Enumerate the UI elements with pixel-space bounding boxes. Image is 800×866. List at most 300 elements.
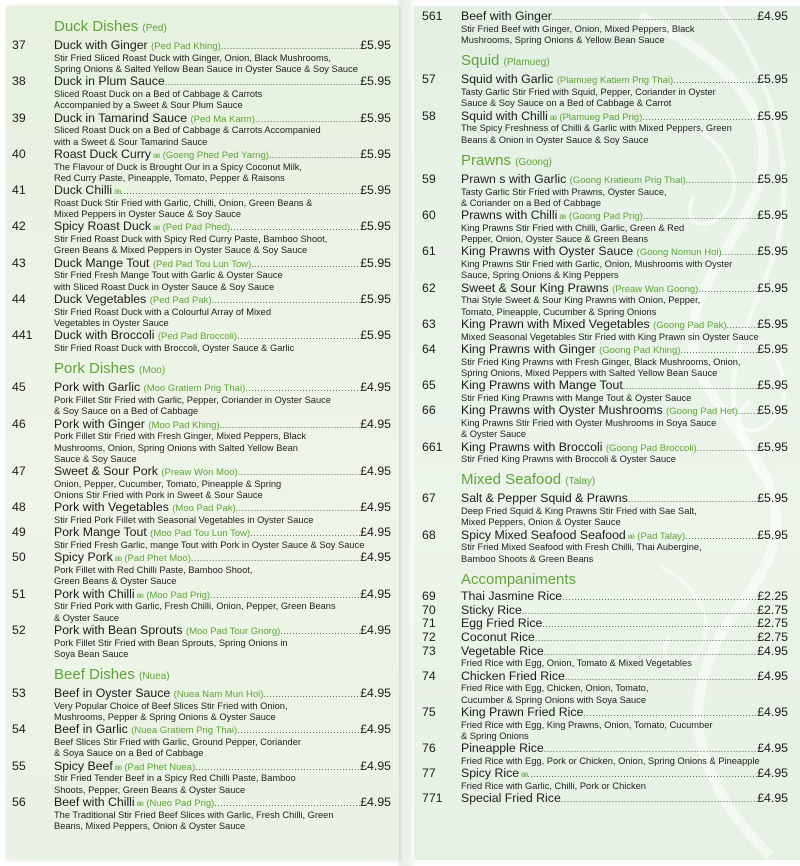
item-name: Pork with Chilli bbox=[54, 586, 135, 601]
right-menu-panel bbox=[414, 6, 800, 860]
item-description bbox=[414, 123, 800, 146]
dot-leader bbox=[686, 174, 758, 188]
description-line: Pork Fillet Stir Fried with Fresh Ginger, Mixed Peppers, Black bbox=[54, 431, 307, 442]
dot-leader bbox=[544, 743, 758, 757]
item-number: 441 bbox=[12, 328, 33, 343]
item-number: 66 bbox=[422, 403, 436, 418]
item-name: Prawns with Chilli bbox=[461, 208, 558, 223]
item-thai-name: (Goong Pad Pak) bbox=[653, 319, 727, 331]
menu-item-line bbox=[6, 526, 399, 540]
item-description bbox=[6, 737, 399, 760]
item-name: Duck with Broccoli bbox=[54, 328, 155, 343]
section-heading bbox=[414, 471, 800, 490]
description-line: The Traditional Stir Fried Beef Slices with Garlic, Fresh Chilli, Green bbox=[54, 809, 334, 820]
menu-item-line bbox=[414, 173, 800, 187]
dot-leader bbox=[527, 768, 757, 782]
description-line: Roast Duck Stir Fried with Garlic, Chilli, Onion, Green Beans & bbox=[54, 197, 313, 208]
description-line: Stir Fried Tender Beef in a Spicy Red Chilli Paste, Bamboo bbox=[54, 773, 296, 784]
description-line: Stir Fried Roast Duck with Broccoli, Oyster Sauce & Garlic bbox=[54, 342, 295, 353]
description-line: Bamboo Shoots & Green Beans bbox=[461, 553, 594, 564]
chili-icon: ʚʚ bbox=[136, 799, 143, 809]
menu-item-line bbox=[6, 760, 399, 774]
dot-leader bbox=[269, 149, 360, 163]
menu-item-line bbox=[6, 220, 399, 234]
menu-item bbox=[414, 441, 800, 466]
description-line: Spring Onions, Mixed Peppers with Salted Yellow Bean Sauce bbox=[461, 367, 718, 378]
item-price: £5.95 bbox=[360, 291, 391, 306]
description-line: Stir Fried King Prawns with Broccoli & Oyster Sauce bbox=[461, 454, 676, 465]
dot-leader bbox=[673, 74, 757, 88]
dot-leader bbox=[623, 380, 757, 394]
item-number: 58 bbox=[422, 108, 436, 123]
item-name: King Prawns with Ginger bbox=[461, 341, 596, 356]
section-thai-name: (Nuea) bbox=[139, 671, 170, 683]
item-name: Duck Vegetables bbox=[54, 291, 147, 306]
menu-item bbox=[6, 588, 399, 624]
description-line: King Prawns Stir Fried with Oyster Mushrooms in Soya Sauce bbox=[461, 417, 717, 428]
menu-item-line bbox=[6, 501, 399, 515]
item-price: £5.95 bbox=[757, 72, 788, 87]
section-heading bbox=[6, 360, 399, 379]
item-name: Pork Mange Tout bbox=[54, 525, 147, 540]
item-price: £4.95 bbox=[757, 791, 788, 806]
item-number: 72 bbox=[422, 630, 436, 645]
dot-leader bbox=[522, 605, 757, 619]
description-line: Onion, Pepper, Cucumber, Tomato, Pineapple & Spring bbox=[54, 478, 282, 489]
item-number: 37 bbox=[12, 38, 26, 52]
item-description bbox=[6, 431, 399, 465]
chili-icon: ʚʚ bbox=[136, 590, 143, 600]
item-thai-name: (Moo Pad Tou Lun Tow) bbox=[150, 528, 251, 540]
section-thai-name: (Plamueg) bbox=[503, 57, 550, 69]
item-thai-name: (Pad Phet Nuea) bbox=[124, 761, 196, 773]
item-name: Coconut Rice bbox=[461, 630, 535, 645]
item-price: £4.95 bbox=[360, 586, 391, 601]
item-number: 46 bbox=[12, 416, 26, 431]
description-line: Beef Slices Stir Fried with Garlic, Ground Pepper, Coriander bbox=[54, 737, 301, 748]
dot-leader bbox=[562, 591, 757, 605]
menu-item-line bbox=[414, 631, 800, 645]
dot-leader bbox=[212, 294, 361, 308]
chili-icon: ʚʚ bbox=[114, 187, 121, 197]
item-price: £5.95 bbox=[757, 208, 788, 223]
menu-item-line bbox=[6, 588, 399, 602]
dot-leader bbox=[561, 793, 757, 807]
item-description bbox=[6, 601, 399, 624]
menu-item bbox=[414, 10, 800, 46]
menu-item bbox=[6, 39, 399, 75]
section-title: Prawns bbox=[461, 151, 512, 169]
item-thai-name: (Moo Pad Tour Gnorg) bbox=[185, 625, 281, 637]
description-line: Mixed Peppers in Oyster Sauce & Soy Sauce bbox=[54, 209, 242, 220]
item-name: King Prawns with Oyster Sauce bbox=[461, 244, 634, 259]
menu-item-line bbox=[414, 742, 800, 756]
item-number: 65 bbox=[422, 378, 436, 393]
dot-leader bbox=[230, 221, 360, 235]
item-name: Sticky Rice bbox=[461, 602, 522, 617]
item-description bbox=[6, 701, 399, 724]
description-line: Stir Fried Beef with Ginger, Onion, Mixed Peppers, Black bbox=[461, 23, 695, 34]
item-name: Spicy Mixed Seafood Seafood bbox=[461, 527, 626, 542]
section-heading bbox=[6, 666, 399, 685]
chili-icon: ʚʚ bbox=[114, 554, 121, 564]
description-line: Stir Fried Mixed Seafood with Fresh Chilli, Thai Aubergine, bbox=[461, 542, 702, 553]
menu-item bbox=[6, 257, 399, 293]
description-line: Deep Fried Squid & King Prawns Stir Fried with Sae Salt, bbox=[461, 506, 697, 517]
item-price: £4.95 bbox=[360, 550, 391, 565]
item-price: £4.95 bbox=[360, 525, 391, 540]
item-description bbox=[414, 683, 800, 706]
item-description bbox=[6, 773, 399, 796]
chili-icon: ʚʚ bbox=[153, 223, 160, 233]
item-name: Duck with Ginger bbox=[54, 38, 148, 52]
item-number: 51 bbox=[12, 586, 26, 601]
item-price: £5.95 bbox=[757, 341, 788, 356]
menu-item bbox=[414, 670, 800, 706]
menu-item-line bbox=[414, 209, 800, 223]
item-name: Duck Chilli bbox=[54, 183, 113, 198]
description-line: & Coriander on a Bed of Cabbage bbox=[461, 197, 602, 208]
description-line: Stir Fried Sliced Roast Duck with Ginger, Onion, Black Mushrooms, bbox=[54, 52, 331, 63]
section-thai-name: (Talay) bbox=[565, 476, 596, 488]
menu-item-line bbox=[6, 75, 399, 89]
item-name: Sweet & Sour King Prawns bbox=[461, 280, 609, 295]
menu-item bbox=[414, 73, 800, 109]
item-thai-name: (Ped Pad Tou Lun Tow) bbox=[152, 258, 252, 270]
menu-item bbox=[6, 329, 399, 354]
item-price: £2.75 bbox=[757, 630, 788, 645]
item-name: Thai Jasmine Rice bbox=[461, 589, 563, 604]
item-price: £5.95 bbox=[757, 280, 788, 295]
item-name: Duck in Tamarind Sauce bbox=[54, 110, 188, 125]
section-title: Squid bbox=[461, 52, 500, 70]
item-price: £5.95 bbox=[360, 110, 391, 125]
item-thai-name: (Goong Pad Broccoli) bbox=[605, 442, 697, 454]
description-line: Stir Fried Pork with Garlic, Fresh Chilli, Onion, Pepper, Green Beans bbox=[54, 601, 336, 612]
item-description bbox=[414, 24, 800, 47]
item-name: King Prawn Fried Rice bbox=[461, 705, 584, 720]
dot-leader bbox=[195, 761, 360, 775]
item-number: 57 bbox=[422, 72, 436, 87]
item-name: Spicy Pork bbox=[54, 550, 113, 565]
menu-item bbox=[6, 381, 399, 417]
dot-leader bbox=[565, 671, 757, 685]
dot-leader bbox=[697, 442, 758, 456]
right-menu-column bbox=[414, 6, 800, 806]
item-description bbox=[6, 395, 399, 418]
item-name: Pork with Garlic bbox=[54, 380, 141, 395]
item-name: King Prawns with Broccoli bbox=[461, 439, 603, 454]
menu-item-line bbox=[6, 148, 399, 162]
item-name: Squid with Chilli bbox=[461, 108, 548, 123]
chili-icon: ʚʚ bbox=[521, 770, 528, 780]
description-line: Fried Rice with Egg, Pork or Chicken, Onion, Spring Onions & Pineapple bbox=[461, 756, 760, 767]
description-line: Spring Onions & Salted Yellow Bean Sauce in Oyster Sauce & Soy Sauce bbox=[54, 63, 358, 74]
item-description bbox=[6, 810, 399, 833]
dot-leader bbox=[535, 632, 757, 646]
item-number: 50 bbox=[12, 550, 26, 565]
menu-item bbox=[414, 792, 800, 806]
item-price: £4.95 bbox=[757, 766, 788, 781]
description-line: Very Popular Choice of Beef Slices Stir Fried with Onion, bbox=[54, 700, 288, 711]
dot-leader bbox=[245, 382, 360, 396]
item-price: £4.95 bbox=[757, 741, 788, 756]
item-number: 56 bbox=[12, 795, 26, 810]
item-description bbox=[414, 87, 800, 110]
menu-item-line bbox=[414, 617, 800, 631]
item-description bbox=[6, 307, 399, 330]
item-name: Beef in Garlic bbox=[54, 722, 128, 737]
item-thai-name: (Ped Pad Pak) bbox=[149, 294, 212, 306]
item-description bbox=[6, 479, 399, 502]
item-price: £5.95 bbox=[757, 439, 788, 454]
description-line: King Prawns Stir Fried with Chilli, Garlic, Green & Red bbox=[461, 222, 685, 233]
description-line: & Soy Sauce on a Bed of Cabbage bbox=[54, 406, 199, 417]
item-name: Pork with Bean Sprouts bbox=[54, 622, 183, 637]
menu-item-line bbox=[6, 381, 399, 395]
item-description bbox=[414, 223, 800, 246]
item-number: 38 bbox=[12, 74, 26, 89]
item-number: 68 bbox=[422, 527, 436, 542]
dot-leader bbox=[120, 185, 360, 199]
item-number: 74 bbox=[422, 668, 436, 683]
section-title: Accompaniments bbox=[461, 571, 577, 589]
dot-leader bbox=[738, 405, 757, 419]
menu-item-line bbox=[6, 796, 399, 810]
item-number: 44 bbox=[12, 291, 26, 306]
item-description bbox=[414, 454, 800, 465]
description-line: Green Beans & Oyster Sauce bbox=[54, 576, 177, 587]
menu-item bbox=[414, 706, 800, 742]
menu-item-line bbox=[414, 604, 800, 618]
menu-item bbox=[6, 551, 399, 587]
dot-leader bbox=[698, 283, 757, 297]
menu-item bbox=[414, 379, 800, 404]
description-line: Tomato, Pineapple, Cucumber & Spring Onions bbox=[461, 306, 657, 317]
description-line: Sauce & Soy Sauce on a Bed of Cabbage & Carrot bbox=[461, 98, 672, 109]
description-line: with a Sweet & Sour Tamarind Sauce bbox=[54, 136, 208, 147]
item-number: 59 bbox=[422, 171, 436, 186]
item-number: 70 bbox=[422, 602, 436, 617]
menu-item-line bbox=[6, 418, 399, 432]
item-price: £5.95 bbox=[757, 316, 788, 331]
menu-item bbox=[6, 112, 399, 148]
item-description bbox=[6, 53, 399, 76]
menu-item-line bbox=[6, 465, 399, 479]
item-thai-name: (Ped Pad Phed) bbox=[162, 222, 231, 234]
menu-item bbox=[414, 110, 800, 146]
item-description bbox=[414, 259, 800, 282]
section-thai-name: (Goong) bbox=[515, 156, 552, 168]
item-name: King Prawn with Mixed Vegetables bbox=[461, 316, 650, 331]
menu-item bbox=[414, 245, 800, 281]
item-number: 47 bbox=[12, 464, 26, 479]
item-name: Pineapple Rice bbox=[461, 741, 544, 756]
chili-icon: ʚʚ bbox=[114, 762, 121, 772]
item-number: 77 bbox=[422, 766, 436, 781]
description-line: Tasty Garlic Stir Fried with Prawns, Oyster Sauce, bbox=[461, 186, 667, 197]
description-line: Thai Style Sweet & Sour King Prawns with Onion, Pepper, bbox=[461, 295, 701, 306]
item-name: Squid with Garlic bbox=[461, 72, 554, 87]
item-number: 75 bbox=[422, 705, 436, 720]
item-number: 61 bbox=[422, 244, 436, 259]
item-price: £2.75 bbox=[757, 616, 788, 631]
item-price: £4.95 bbox=[757, 705, 788, 720]
menu-item bbox=[6, 687, 399, 723]
menu-item-line bbox=[414, 245, 800, 259]
description-line: King Prawns Stir Fried with Garlic, Onion, Mushrooms with Oyster bbox=[461, 259, 733, 270]
left-menu-column bbox=[6, 6, 399, 832]
item-thai-name: (Moo Pad Khing) bbox=[148, 419, 220, 431]
menu-item-line bbox=[6, 184, 399, 198]
item-number: 62 bbox=[422, 280, 436, 295]
item-description bbox=[6, 565, 399, 588]
menu-item-line bbox=[414, 706, 800, 720]
item-number: 73 bbox=[422, 643, 436, 658]
item-number: 67 bbox=[422, 491, 436, 506]
item-name: Beef in Oyster Sauce bbox=[54, 686, 171, 701]
item-thai-name: (Preaw Wan Goong) bbox=[612, 283, 699, 295]
menu-item-line bbox=[6, 112, 399, 126]
menu-item bbox=[414, 492, 800, 528]
item-description bbox=[6, 89, 399, 112]
item-name: Chicken Fried Rice bbox=[461, 668, 565, 683]
item-name: Duck Mange Tout bbox=[54, 255, 150, 270]
dot-leader bbox=[255, 113, 360, 127]
menu-item-line bbox=[414, 529, 800, 543]
description-line: Stir Fried Roast Duck with a Colourful Array of Mixed bbox=[54, 306, 272, 317]
menu-item bbox=[414, 617, 800, 631]
menu-item bbox=[6, 526, 399, 551]
section-title: Beef Dishes bbox=[54, 666, 135, 684]
item-number: 661 bbox=[422, 439, 443, 454]
item-number: 40 bbox=[12, 146, 26, 161]
chili-icon: ʚʚ bbox=[559, 212, 566, 222]
item-number: 39 bbox=[12, 110, 26, 125]
item-price: £4.95 bbox=[360, 795, 391, 810]
menu-item bbox=[6, 723, 399, 759]
item-name: Pork with Vegetables bbox=[54, 500, 169, 515]
item-name: Special Fried Rice bbox=[461, 791, 561, 806]
item-description bbox=[6, 125, 399, 148]
description-line: Mushrooms, Pepper & Spring Onions & Oyster Sauce bbox=[54, 712, 276, 723]
item-price: £4.95 bbox=[360, 686, 391, 701]
item-description bbox=[414, 720, 800, 743]
section-thai-name: (Ped) bbox=[142, 23, 167, 34]
dot-leader bbox=[237, 330, 360, 344]
item-price: £4.95 bbox=[757, 643, 788, 658]
menu-item-line bbox=[6, 723, 399, 737]
dot-leader bbox=[552, 11, 757, 25]
dot-leader bbox=[628, 493, 757, 507]
dot-leader bbox=[220, 419, 361, 433]
description-line: Onions Stir Fried with Pork in Sweet & Sour Sauce bbox=[54, 490, 263, 501]
item-thai-name: (Nueo Pad Prig) bbox=[146, 798, 215, 810]
item-name: Salt & Pepper Squid & Prawns bbox=[461, 491, 628, 506]
item-price: £5.95 bbox=[757, 108, 788, 123]
item-price: £5.95 bbox=[757, 378, 788, 393]
item-description bbox=[414, 357, 800, 380]
menu-item-line bbox=[414, 404, 800, 418]
description-line: & Soya Sauce on a Bed of Cabbage bbox=[54, 748, 204, 759]
item-number: 53 bbox=[12, 686, 26, 701]
item-number: 55 bbox=[12, 758, 26, 773]
item-price: £2.25 bbox=[757, 589, 788, 604]
description-line: Pork Fillet with Red Chilli Paste, Bamboo Shoot, bbox=[54, 565, 253, 576]
description-line: Red Curry Paste, Pineapple, Tomato, Pepper & Raisons bbox=[54, 172, 285, 183]
menu-item-line bbox=[414, 343, 800, 357]
chili-icon: ʚʚ bbox=[627, 531, 634, 541]
menu-item-line bbox=[6, 551, 399, 565]
description-line: Tasty Garlic Stir Fried with Squid, Pepper, Coriander in Oyster bbox=[461, 86, 716, 97]
item-thai-name: (Goeng Phed Ped Yarng) bbox=[162, 149, 269, 161]
item-thai-name: (Nuea Gratiem Prig Thai) bbox=[131, 725, 238, 737]
item-description bbox=[6, 638, 399, 661]
item-name: Roast Duck Curry bbox=[54, 146, 152, 161]
item-price: £4.95 bbox=[757, 668, 788, 683]
section-heading bbox=[414, 571, 800, 588]
description-line: Stir Fried Fresh Mange Tout with Garlic & Oyster Sauce bbox=[54, 270, 283, 281]
item-thai-name: (Nuea Nam Mun Hoi) bbox=[173, 689, 264, 701]
description-line: Mixed Peppers, Onion & Oyster Sauce bbox=[461, 517, 621, 528]
item-price: £4.95 bbox=[360, 464, 391, 479]
left-menu-panel bbox=[6, 6, 399, 860]
menu-item bbox=[6, 760, 399, 796]
item-number: 54 bbox=[12, 722, 26, 737]
menu-item-line bbox=[6, 293, 399, 307]
dot-leader bbox=[722, 246, 758, 260]
description-line: Stir Fried King Prawns with Mange Tout & Oyster Sauce bbox=[461, 392, 692, 403]
dot-leader bbox=[280, 625, 360, 639]
section-title: Pork Dishes bbox=[54, 360, 135, 378]
menu-item bbox=[414, 631, 800, 645]
description-line: & Spring Onions bbox=[461, 731, 529, 742]
item-price: £4.95 bbox=[360, 758, 391, 773]
section-thai-name: (Moo) bbox=[139, 365, 166, 377]
dot-leader bbox=[680, 344, 757, 358]
dot-leader bbox=[642, 111, 757, 125]
menu-item bbox=[414, 529, 800, 565]
menu-item-line bbox=[414, 767, 800, 781]
item-description bbox=[6, 162, 399, 185]
menu-item-line bbox=[414, 73, 800, 87]
dot-leader bbox=[542, 618, 757, 632]
section-heading bbox=[414, 52, 800, 71]
description-line: & Oyster Sauce bbox=[54, 612, 120, 623]
section-heading bbox=[6, 18, 399, 37]
description-line: Soya Bean Sauce bbox=[54, 648, 129, 659]
item-thai-name: (Ped Pad Broccoli) bbox=[157, 331, 238, 343]
description-line: Beans, Mixed Peppers, Onion & Oyster Sauce bbox=[54, 821, 246, 832]
item-name: Spicy Beef bbox=[54, 758, 113, 773]
item-thai-name: (Goong Pad Khing) bbox=[599, 344, 681, 356]
description-line: Vegetables in Oyster Sauce bbox=[54, 317, 169, 328]
description-line: Stir Fried Fresh Garlic, mange Tout with Pork in Oyster Sauce & Soy Sauce bbox=[54, 540, 365, 551]
dot-leader bbox=[238, 466, 361, 480]
menu-item bbox=[6, 293, 399, 329]
description-line: Fried Rice with Egg, King Prawns, Onion, Tomato, Cucumber bbox=[461, 719, 713, 730]
description-line: Fried Rice with Garlic, Chilli, Pork or Chicken bbox=[461, 781, 646, 792]
item-thai-name: (Goong Kratieum Prig Thai) bbox=[569, 174, 686, 186]
item-price: £5.95 bbox=[757, 244, 788, 259]
item-number: 76 bbox=[422, 741, 436, 756]
menu-item bbox=[6, 184, 399, 220]
item-number: 45 bbox=[12, 380, 26, 395]
menu-item bbox=[6, 465, 399, 501]
menu-item bbox=[414, 318, 800, 343]
description-line: Mushrooms, Onion, Spring Onions with Salted Yellow Bean bbox=[54, 442, 298, 453]
item-price: £4.95 bbox=[360, 380, 391, 395]
